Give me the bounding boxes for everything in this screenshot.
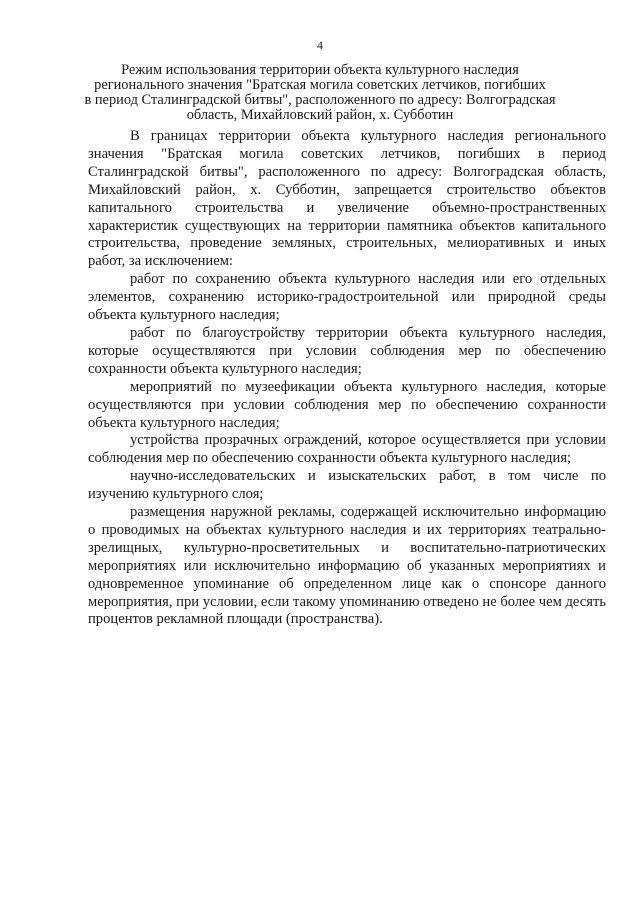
intro-paragraph: В границах территории объекта культурного наследия регионального значения "Братская могила советских летчиков, погибших в период Сталинградской битвы", расположенного по адресу: Волгоградская область, Михайловский район, х. Субботин, запрещается строительство объектов капитального строительства и увеличение объемно-пространственных характеристик существующих на территории памятника объектов капитального строительства, проведение земляных, строительных, мелиоративных и иных работ, за исключением: [88,128,606,270]
exception-item: работ по благоустройству территории объекта культурного наследия, которые осуществляются при условии соблюдения мер по обеспечению сохранности объекта культурного наследия; [88,324,606,377]
document-title [80,63,560,123]
page-number: 4 [317,38,323,52]
exception-item: мероприятий по музеефикации объекта культурного наследия, которые осуществляются при условии соблюдения мер по обеспечению сохранности объекта культурного наследия; [88,378,606,431]
title-line: в период Сталинградской битвы", расположенного по адресу: Волгоградская [84,92,556,108]
document-body [88,128,606,629]
exception-item: научно-исследовательских и изыскательских работ, в том числе по изучению культурного слоя; [88,468,606,503]
title-line: регионального значения "Братская могила советских летчиков, погибших [94,77,546,93]
title-line: область, Михайловский район, х. Субботин [186,107,454,123]
exception-item: размещения наружной рекламы, содержащей исключительно информацию о проводимых на объектах культурного наследия и их территориях театрально-зрелищных, культурно-просветительных и воспитательно-патриотических мероприятиях или исключительно информацию об указанных мероприятиях и одновременное упоминание об определенном лице как о спонсоре данного мероприятия, при условии, если такому упоминанию отведено не более чем десять процентов рекламной площади (пространства). [88,504,606,628]
exception-item: работ по сохранению объекта культурного наследия или его отдельных элементов, сохранению историко-градостроительной или природной среды объекта культурного наследия; [88,271,606,324]
exception-item: устройства прозрачных ограждений, которое осуществляется при условии соблюдения мер по обеспечению сохранности объекта культурного наследия; [88,432,606,467]
title-line: Режим использования территории объекта культурного наследия [121,62,519,78]
